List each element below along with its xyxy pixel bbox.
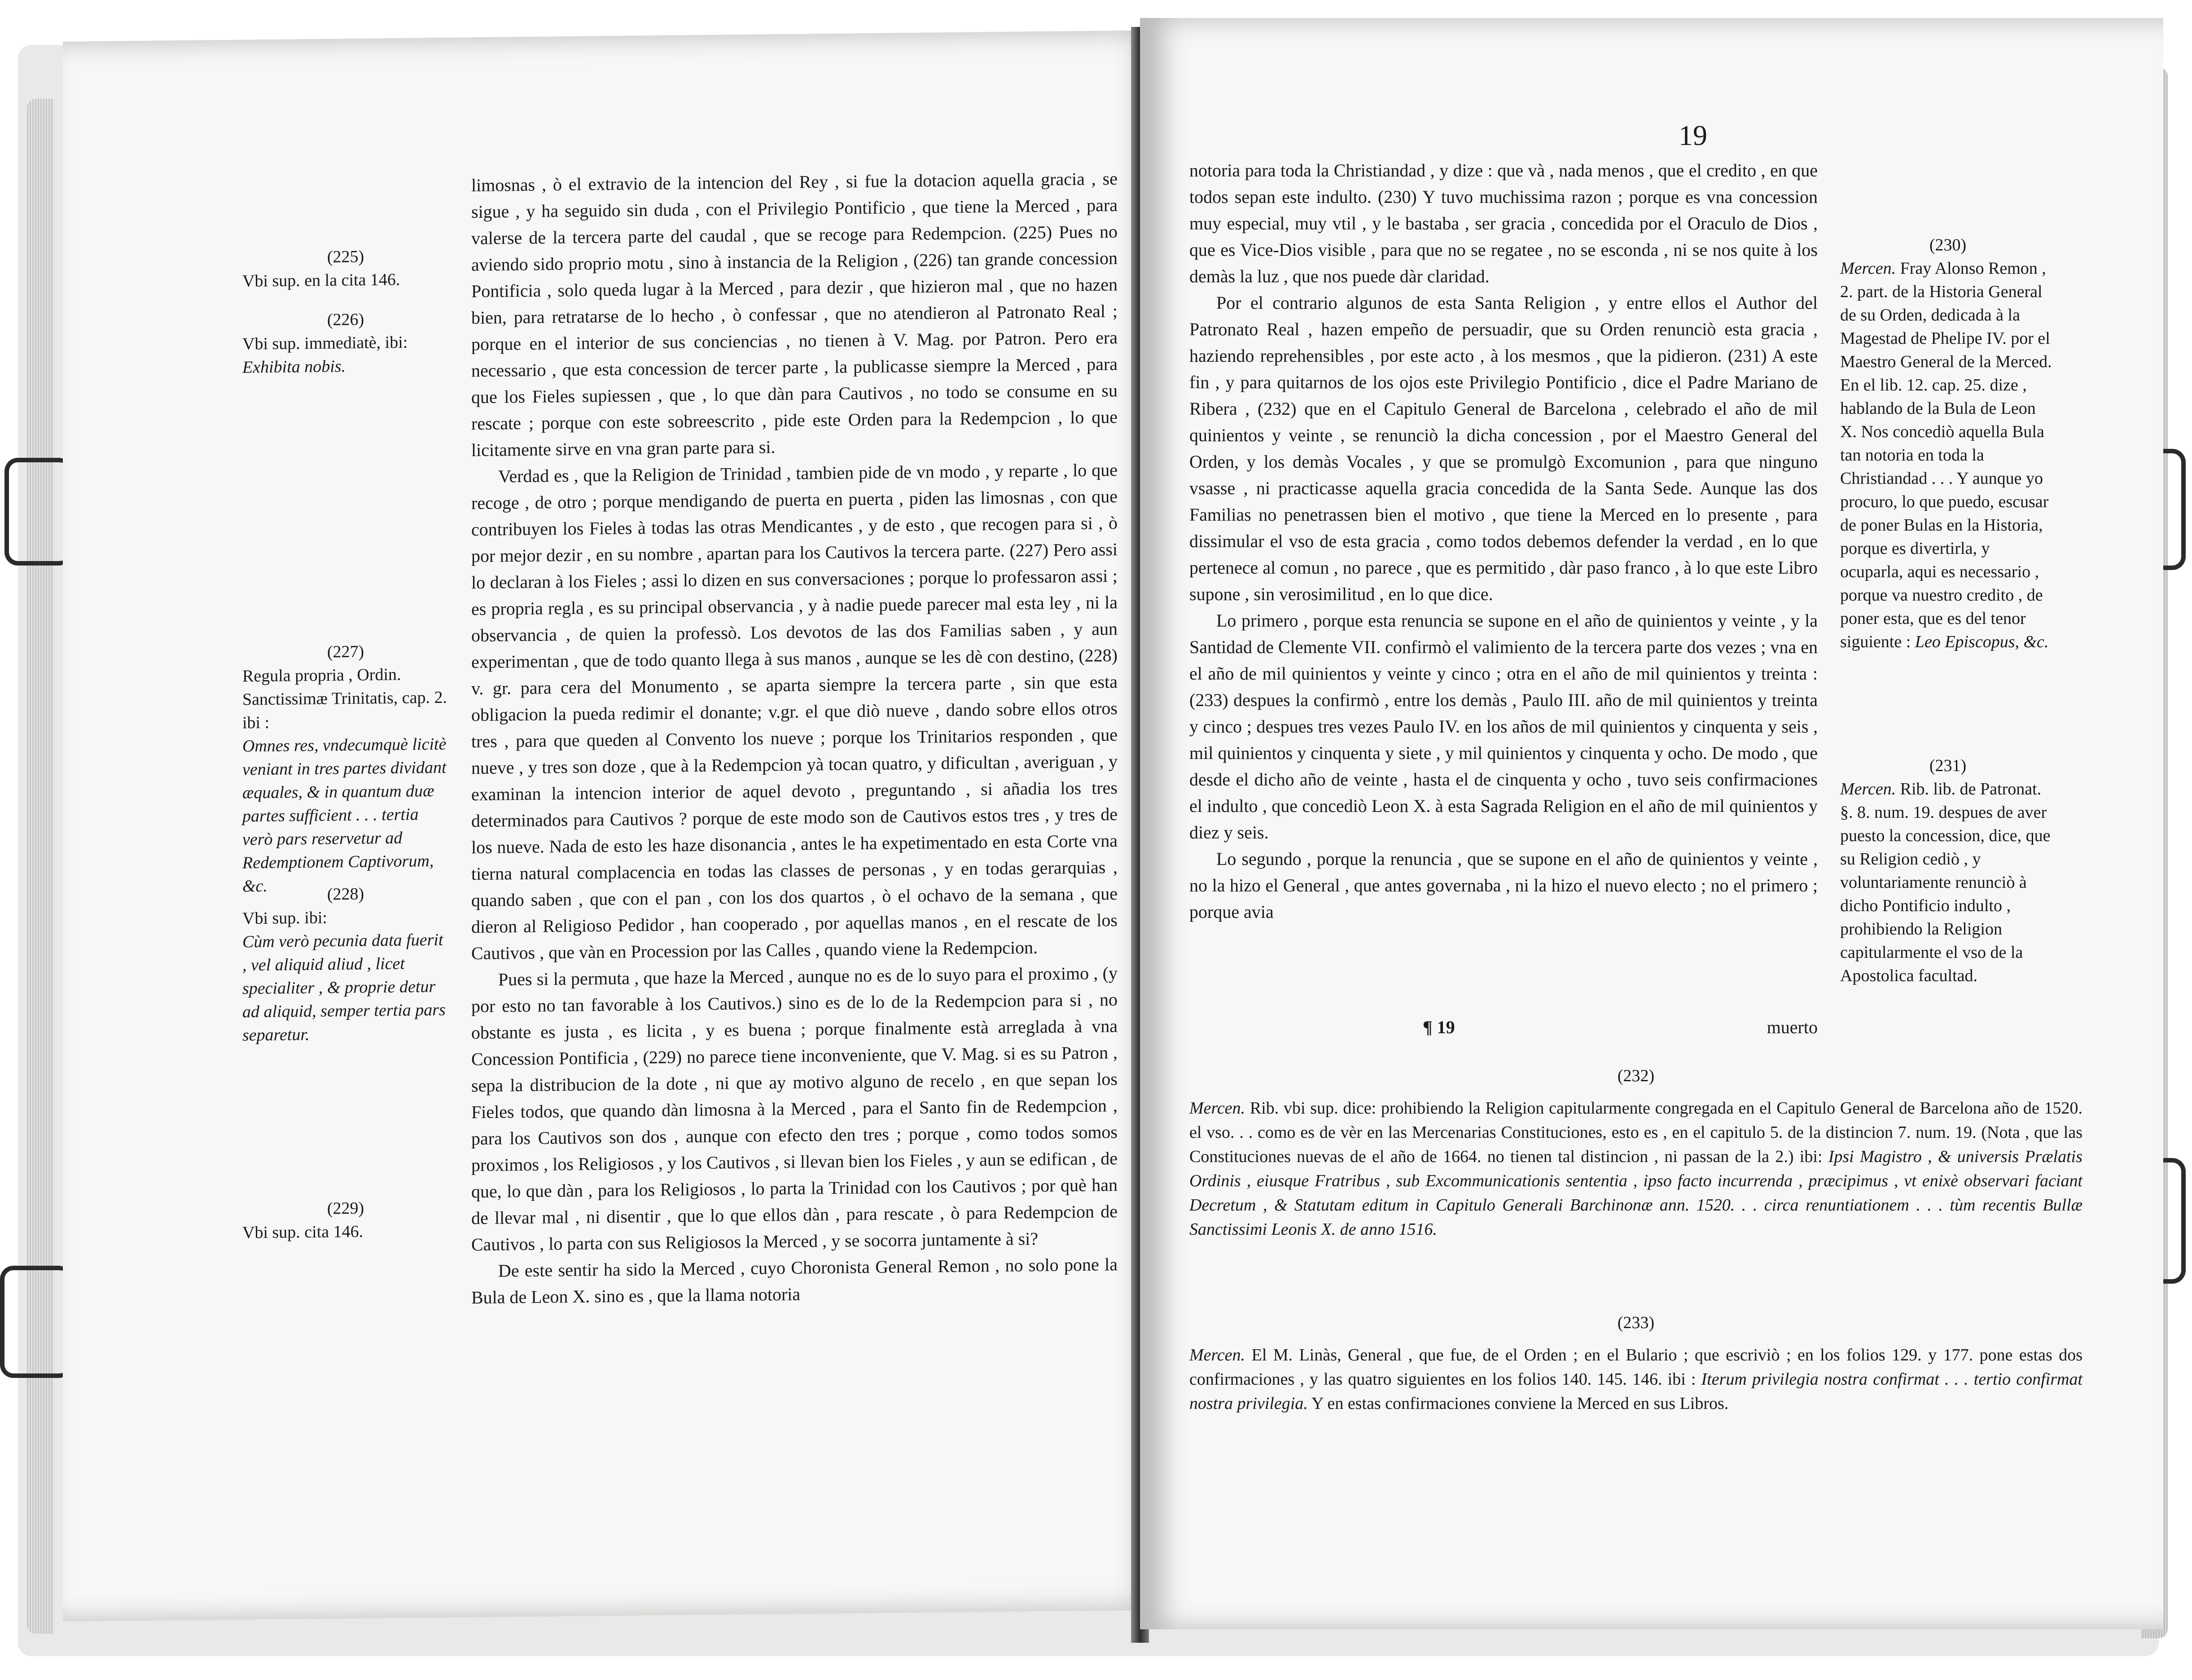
note-latin: Omnes res, vndecumquè licitè veniant in tres partes dividant æquales, & in quantum duæ partes sufficient . . . tertia verò pars reservetur ad Redemptionem Captivorum, &c. [242,734,447,896]
note-number: (229) [327,1198,364,1218]
note-text: Fray Alonso Remon , 2. part. de la Historia General de su Orden, dedicada à la Magestad de Phelipe IV. por el Maestro General de la Merced. En el lib. 12. cap. 25. dize , hablando de la Bula de Leon X. Nos concediò aquella Bula tan notoria en toda la Christiandad . . . Y aunque yo procuro, lo que puedo, escusar de poner Bulas en la Historia, porque es divertirla, y ocuparla, aqui es necessario , porque va nuestro credito , de poner esta, que es del tenor siguiente : [1840,259,2052,651]
note-number: (231) [1929,756,1967,775]
left-main-text [471,165,1118,1311]
paragraph: notoria para toda la Christiandad , y dize : que và , nada menos , que el credito , en que todos sepan este indulto. (230) Y tuvo muchissima razon ; porque es vna concession muy especial, muy vtil , y le bastaba , ser gracia , concedida por el Oraculo de Dios , que es Vice-Dios visible , para que no se regatee , no se esconda , ni se nos quite à los demàs la luz , que nos puede dàr claridad. [1189,160,1818,286]
note-text: Rib. lib. de Patronat. §. 8. num. 19. despues de aver puesto la concession, dice, que su Religion cediò , y voluntariamente renunciò à dicho Pontificio indulto , prohibiendo la Religion capitularmente el vso de la Apostolica facultad. [1840,780,2051,985]
signature-mark: ¶ 19 [1423,1017,1455,1037]
paragraph: Lo primero , porque esta renuncia se supone en el año de quinientos y veinte , y la Santidad de Clemente VII. confirmò el valimiento de la tercera parte dos vezes ; vna en el año de mil quinientos y veinte y cinco ; otra en el año de mil quinientos y treinta : (233) despues la confirmò , entre los demàs , Paulo III. año de mil quinientos y treinta y cinco ; despues tres vezes Paulo IV. en los años de mil quinientos y cinquenta y seis , mil quinientos y cinquenta y siete , y mil quinientos y cinquenta y ocho. De modo , que desde el dicho año de veinte , hasta el de cinquenta y ocho , tuvo seis confirmaciones el indulto , que concediò Leon X. à esta Sagrada Religion en el año de mil quinientos y diez y seis. [1189,610,1818,842]
note-number: (228) [327,884,364,904]
note-latin: Exhibita nobis. [242,357,346,377]
margin-note-227 [242,639,449,898]
paragraph: limosnas , ò el extravio de la intencion del Rey , si fue la dotacion aquella gracia , se sigue , y ha seguido sin duda , con el Privilegio Pontificio , que tiene la Merced , para valerse de la tercera parte del caudal , que se recoge para Redempcion. (225) Pues no aviendo sido proprio motu , sino à instancia de la Religion , (226) tan grande concession Pontificia , solo queda lugar à la Merced , para dezir , que hizieron mal , que no hazen bien, para retratarse de lo hecho , ò confessar , que no atendieron al Patronato Real ; porque en el interior de sus conciencias , no tienen à V. Mag. por Patron. Pero era necessario , que esta concession de tercer parte , la publicasse siempre la Merced , para que los Fieles supiessen , que , lo que dàn para Cautivos , no todo se consume en su rescate ; porque con este sobreescrito , pide este Orden para la Redempcion , lo que licitamente sirve en vna gran parte para si. [471,168,1118,461]
page-number: 19 [1679,119,1707,151]
margin-note-228 [242,882,449,1047]
margin-note-231 [1840,754,2056,987]
footnote-233 [1189,1311,2082,1416]
paragraph: Por el contrario algunos de esta Santa Religion , y entre ellos el Author del Patronato Real , hazen empeño de persuadir, que su Orden renunciò esta gracia , haziendo reprehensibles , por este acto , à los mesmos , que la pidieron. (231) A este fin , y para quitarnos de los ojos este Privilegio Pontificio , dice el Padre Mariano de Ribera , (232) que en el Capitulo General de Barcelona , celebrado el año de mil quinientos y veinte , se renunciò la dicha concession , por el Maestro General del Orden, y los demàs Vocales , y que se promulgò Excomunion , para que ninguno vsasse , ni practicasse aquella gracia concedida de la Santa Sede. Aunque las dos Familias no penetrassen bien el motivo , que tiene la Merced en lo presente , para dissimular el vso de esta gracia , como todos debemos defender la verdad , en lo que pertenece al comun , no parece , que es permitido , dàr paso franco , à lo que este Libro supone , sin verosimilitud , en lo que dice. [1189,293,1818,604]
catchword: muerto [1767,1017,1818,1037]
note-text: Vbi sup. ibi: [242,908,327,928]
left-margin-notes [242,38,449,1242]
right-page [1140,18,2163,1629]
note-number: (230) [1929,236,1967,254]
note-text: Vbi sup. cita 146. [242,1222,364,1242]
note-label: Mercen. [1840,780,1896,798]
book-tie-left-lower [0,1266,72,1378]
note-text: Regula propria , Ordin. Sanctissimæ Trinitatis, cap. 2. ibi : [242,665,447,733]
footnote-latin: Ipsi Magistro , & universis Prælatis Ordinis , eiusque Fratribus , sub Excommunicationis sententia , ipso facto incurrenda , præcipimus , vt enixè observari faciant Decretum , & Statutam editum in Capitulo Generali Barchinonæ ann. 1520. . . circa renuntiationem . . . tùm recentis Bullæ Sanctissimi Leonis X. de anno 1516. [1189,1147,2083,1239]
margin-note-230 [1840,233,2056,654]
note-number: (225) [327,247,364,267]
paragraph: Pues si la permuta , que haze la Merced , aunque no es de lo suyo para el proximo , (y por esto no tan favorable à los Cautivos.) sino es de lo de la Redempcion para si , no obstante es justa , es licita , y es buena ; porque finalmente està arreglada à vna Concession Pontificia , (229) no parece tiene inconveniente, que V. Mag. si es su Patron , sepa la distribucion de la dote , ni que ay motivo alguno de recelo , en que sepan los Fieles todos, que quando dàn limosna à la Merced , para el Santo fin de Redempcion , para los Cautivos son dos , aunque con efecto den tres ; porque , como todos somos proximos , los Religiosos , y los Cautivos , si llevan bien los Fieles , y aun se edifican , de que, lo que dàn , para los Religiosos , lo parta la Trinidad con los Cautivos ; por què han de llevar mal , ni disentir , que lo que ellos dàn , para rescate , ò para Redempcion de Cautivos , lo parta con sus Religiosos la Merced , y se socorra juntamente à si? [471,963,1118,1255]
footnote-latin: Iterum privilegia nostra confirmat . . . tertio confirmat nostra privilegia. [1189,1370,2083,1413]
footnote-number: (232) [1617,1066,1655,1085]
margin-note-226 [242,307,449,379]
note-number: (226) [327,310,364,329]
note-latin: Cùm verò pecunia data fuerit , vel aliquid aliud , licet specialiter , & proprie detur ad aliquid, semper tertia pars separetur. [242,930,446,1045]
paragraph: De este sentir ha sido la Merced , cuyo Choronista General Remon , no solo pone la Bula de Leon X. sino es , que la llama notoria [471,1254,1118,1308]
footnote-text: Rib. vbi sup. dice: prohibiendo la Religion capitularmente congregada en el Capitulo General de Barcelona año de 1520. el vso. . . como es de vèr en las Mercenarias Constituciones, esto es , en el capitulo 5. de la distincion 7. num. 19. (Nota , que las Constituciones nuevas de el año de 1664. no tienen tal distincion , ni passan de la 2.) ibi: [1189,1099,2083,1166]
note-text: Vbi sup. immediatè, ibi: [242,333,408,354]
note-text: Vbi sup. en la cita 146. [242,270,400,291]
note-number: (227) [327,642,364,662]
footnote-text: El M. Linàs, General , que fue, de el Orden ; en el Bulario ; que escriviò ; en los folios 129. y 177. pone estas dos confirmaciones , y las quatro siguientes en los folios 140. 145. 146. ibi : [1189,1346,2083,1389]
right-main-text [1189,157,1818,925]
note-label: Mercen. [1840,259,1896,278]
book-tie-left-upper [4,458,72,566]
footnote-232 [1189,1064,2082,1241]
book-fore-edge-left [27,99,54,1634]
footnote-number: (233) [1617,1313,1655,1332]
footnote-label: Mercen. [1189,1099,1245,1118]
margin-note-225 [242,244,449,293]
margin-note-229 [242,1196,449,1245]
paragraph: Lo segundo , porque la renuncia , que se supone en el año de quinientos y veinte , no la hizo el General , que antes governaba , ni la hizo el nuevo electo ; no el primero ; porque avia [1189,849,1818,922]
paragraph: Verdad es , que la Religion de Trinidad , tambien pide de vn modo , y reparte , lo que recoge , de otro ; porque mendigando de puerta en puerta , piden las limosnas , con que contribuyen los Fieles à todas las otras Mendicantes , y de esto , que recogen para si , ò por mejor dezir , en su nombre , apartan para los Cautivos la tercera parte. (227) Pero assi lo declaran à los Fieles ; assi lo dizen en sus conversaciones ; porque lo professaron assi ; es propria regla , es su principal observancia , y à nadie puede parecer mal esta ley , ni la observancia , de quien la professò. Los devotos de las dos Familias saben , y aun experimentan , que de todo quanto llega à sus manos , aunque se les dè con destino, (228) v. gr. para cera del Monumento , se aparta siempre la tercera parte , sin que esta obligacion la pueda redimir el donante; v.gr. el que diò nueve , dando sobre ellos otros tres , para que queden al Convento los nueve ; porque los Trinitarios responden , que nueve , y tres son doze , que à la Redempcion yà tocan quatro, y dificultan , averiguan , y examinan la intencion interior de aquel devoto , preguntando , si añadia los tres determinados para Cautivos ? porque de este modo son de Cautivos estos tres , y tres de los nueve. Nada de esto les haze disonancia , antes le ha expetimentado en esta Corte vna tierna natural complacencia en todas las classes de personas , y en todas gerarquias , quando saben , que con el pan , con los dos quartos , ò el ochavo de la semana , que dieron al Religioso Pedidor , han cooperado , por aquellas manos , en el rescate de los Cautivos , que vàn en Procession por las Calles , quando viene la Redempcion. [471,460,1118,964]
left-page [63,30,1158,1622]
note-latin: Leo Episcopus, &c. [1915,632,2049,651]
footnote-label: Mercen. [1189,1346,1245,1364]
footnote-tail: Y en estas confirmaciones conviene la Merced en sus Libros. [1311,1394,1729,1413]
